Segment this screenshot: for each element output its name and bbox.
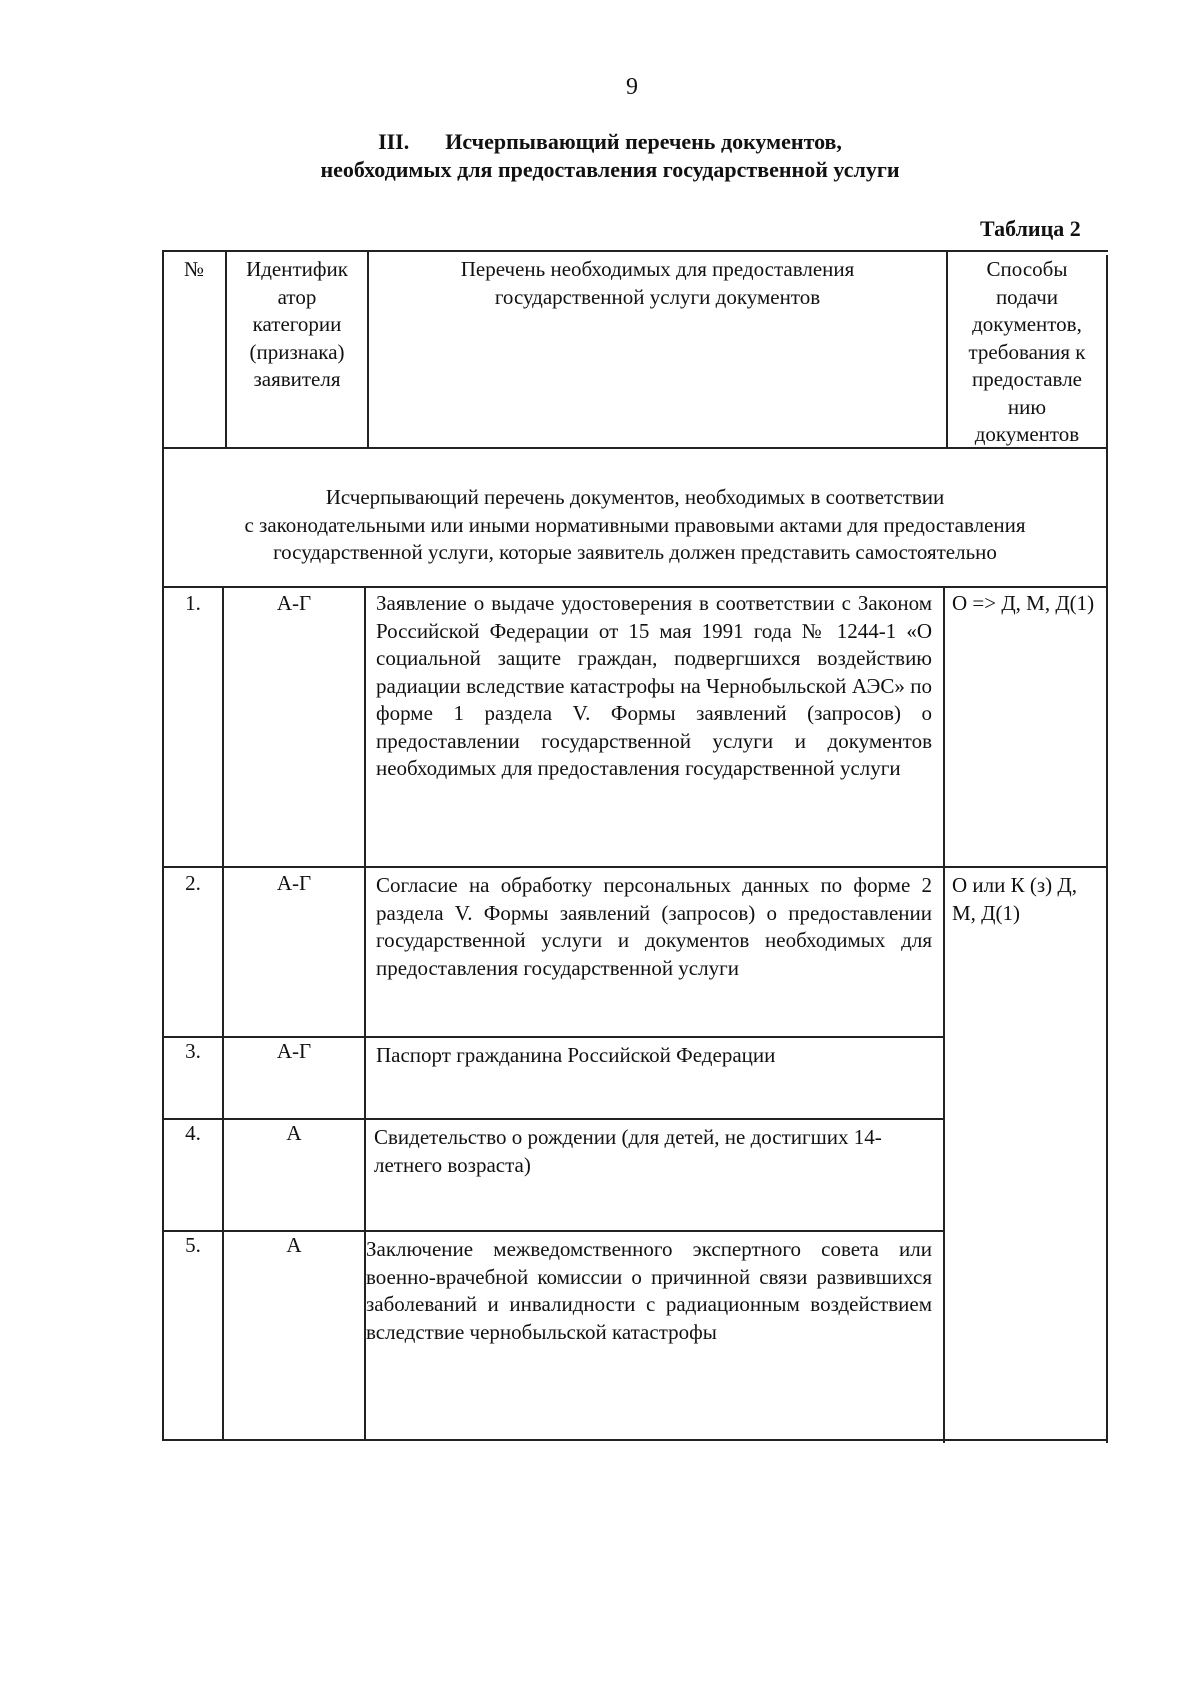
- header-identifier-line: категории: [252, 312, 342, 336]
- row-divider-1: [162, 866, 1108, 868]
- header-methods-line: требования к: [968, 339, 1086, 364]
- row-category: А-Г: [276, 1039, 312, 1063]
- table-border-bottom: [162, 1439, 1108, 1441]
- row-document: Паспорт гражданина Российской Федерации: [376, 1043, 776, 1067]
- table-border-right: [1106, 255, 1108, 1443]
- row-method: О => Д, М, Д(1): [952, 591, 1095, 615]
- section-subheading-line: Исчерпывающий перечень документов, необходимых в соответствии: [325, 485, 945, 509]
- header-documents: [369, 256, 946, 311]
- header-identifier-line: заявителя: [253, 367, 341, 391]
- row-number: 5.: [185, 1233, 201, 1257]
- page-number: 9: [626, 74, 638, 100]
- header-methods: [948, 256, 1106, 449]
- header-identifier-line: Идентифик: [246, 257, 348, 281]
- header-identifier-line: (признака): [249, 339, 345, 364]
- header-methods-line: нию: [1007, 394, 1047, 419]
- row-document: Согласие на обработку персональных данных по форме 2 раздела V. Формы заявлений (запросов) о предоставлении государственной услуги и документов необходимых для предоставления государственной услуги: [376, 873, 932, 980]
- section-title-line2: необходимых для предоставления государственной услуги: [320, 157, 900, 182]
- row-number: 2.: [185, 871, 201, 895]
- row-category: А-Г: [276, 591, 312, 615]
- header-methods-line: документов: [974, 422, 1080, 446]
- body-col-divider-3: [943, 586, 945, 1443]
- header-methods-line: документов,: [972, 312, 1082, 336]
- section-subheading-line: с законодательными или иными нормативными правовыми актами для предоставления: [244, 512, 1026, 537]
- header-num: №: [183, 257, 205, 281]
- header-documents-line: Перечень необходимых для предоставления: [460, 257, 855, 281]
- section-divider: [162, 586, 1108, 588]
- table-border-top: [162, 250, 1108, 252]
- row-number: 3.: [185, 1039, 201, 1063]
- header-methods-line: Способы: [986, 257, 1068, 281]
- row-document: Свидетельство о рождении (для детей, не достигших 14-летнего возраста): [374, 1125, 882, 1177]
- header-identifier: [227, 256, 367, 394]
- section-title-line1: Исчерпывающий перечень документов,: [445, 129, 842, 154]
- row-document: Заключение межведомственного экспертного совета или военно-врачебной комиссии о причинной связи развившихся заболеваний и инвалидности с радиационным воздействием вследствие чернобыльской катастрофы: [366, 1237, 932, 1344]
- row-category: А: [286, 1233, 302, 1257]
- section-heading-line1: [260, 128, 960, 156]
- header-identifier-line: атор: [277, 284, 317, 309]
- header-methods-line: подачи: [995, 284, 1059, 309]
- section-heading: [260, 128, 960, 184]
- row-number: 1.: [185, 591, 201, 615]
- header-documents-line: государственной услуги документов: [494, 284, 821, 309]
- row-category: А-Г: [276, 871, 312, 895]
- header-methods-line: предоставле: [971, 367, 1082, 391]
- body-col-divider-1: [222, 586, 224, 1440]
- section-numeral: III.: [378, 129, 410, 154]
- section-subheading: [164, 484, 1106, 567]
- row-number: 4.: [185, 1121, 201, 1145]
- row-method: О или К (з) Д, М, Д(1): [952, 873, 1077, 925]
- section-subheading-line: государственной услуги, которые заявитель должен представить самостоятельно: [273, 540, 997, 564]
- row-category: А: [286, 1121, 302, 1145]
- table-label: Таблица 2: [980, 216, 1081, 241]
- table-border-left: [162, 250, 164, 1440]
- row-document: Заявление о выдаче удостоверения в соответствии с Законом Российской Федерации от 15 мая 1991 года № 1244-1 «О социальной защите граждан, подвергшихся воздействию радиации вследствие катастрофы на Чернобыльской АЭС» по форме 1 раздела V. Формы заявлений (запросов) о предоставлении государственной услуги и документов необходимых для предоставления государственной услуги: [376, 591, 932, 780]
